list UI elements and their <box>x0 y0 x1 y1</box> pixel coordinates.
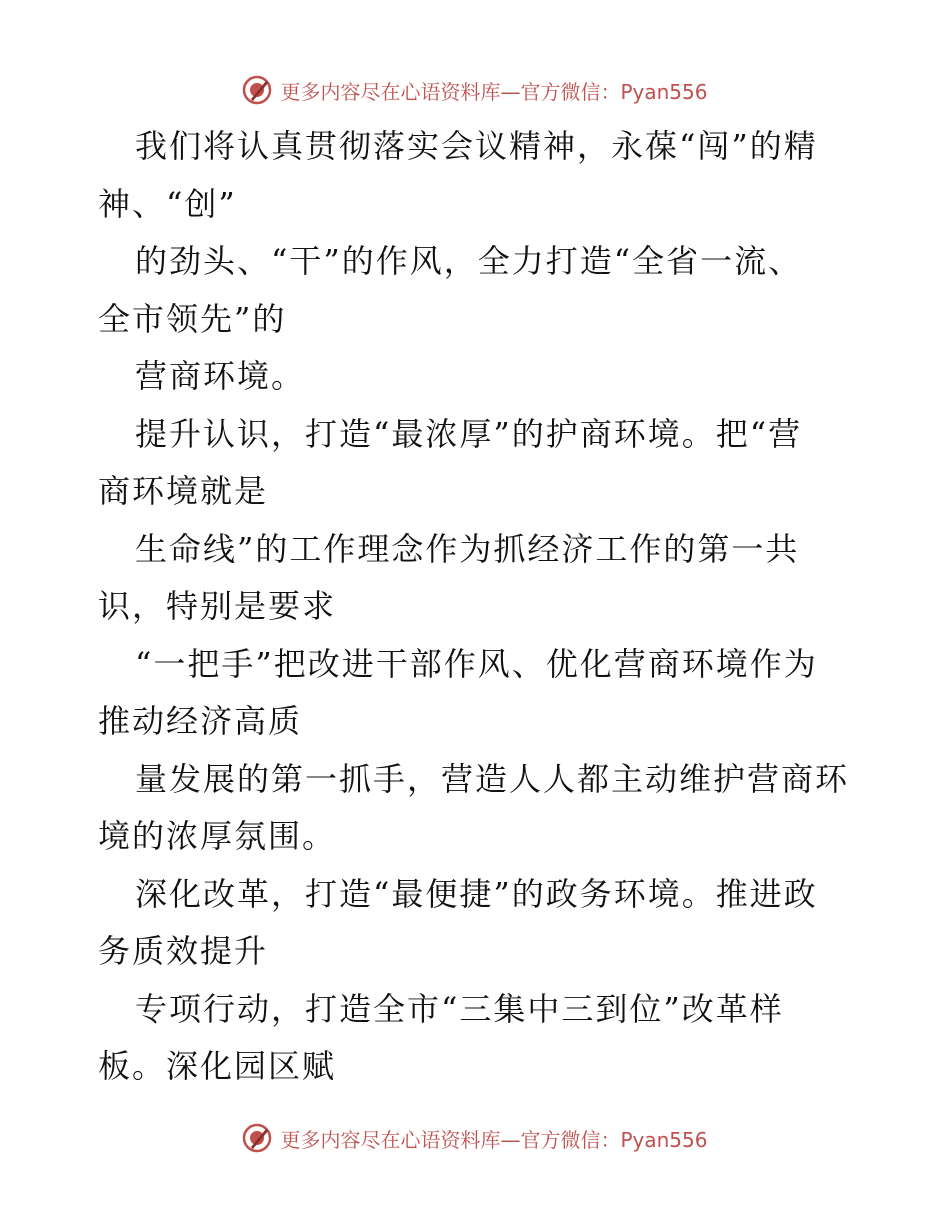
pen-logo-icon <box>242 1123 272 1153</box>
text-line: 专项行动，打造全市“三集中三到位”改革样 <box>135 989 784 1028</box>
text-line: 推动经济高质 <box>98 702 303 740</box>
text-line: 深化改革，打造“最便捷”的政务环境。推进政 <box>135 874 818 913</box>
text-line: 我们将认真贯彻落实会议精神，永葆“闯”的精 <box>135 127 818 165</box>
text-line: 提升认识，打造“最浓厚”的护商环境。把“营 <box>135 414 803 453</box>
document-body <box>98 118 858 1096</box>
text-line: 务质效提升 <box>98 932 269 970</box>
text-line: 营商环境。 <box>135 357 306 395</box>
text-line: 的劲头、“干”的作风，全力打造“全省一流、 <box>135 242 803 280</box>
footer-banner <box>0 1118 950 1158</box>
text-line: 商环境就是 <box>98 472 269 510</box>
text-line: 识，特别是要求 <box>98 587 337 625</box>
text-line: 量发展的第一抓手，营造人人都主动维护营商环 <box>135 759 850 798</box>
header-banner-text: 更多内容尽在心语资料库—官方微信：Pyan556 <box>280 79 708 104</box>
text-line: 全市领先”的 <box>98 299 287 338</box>
text-line: 生命线”的工作理念作为抓经济工作的第一共 <box>135 529 800 568</box>
pen-logo-icon <box>242 75 272 105</box>
text-line: 板。深化园区赋 <box>98 1047 337 1085</box>
text-line: 神、“创” <box>98 184 237 223</box>
footer-banner-text: 更多内容尽在心语资料库—官方微信：Pyan556 <box>280 1127 708 1152</box>
text-line: “一把手”把改进干部作风、优化营商环境作为 <box>135 644 818 683</box>
header-banner <box>0 70 950 110</box>
text-line: 境的浓厚氛围。 <box>98 817 337 855</box>
